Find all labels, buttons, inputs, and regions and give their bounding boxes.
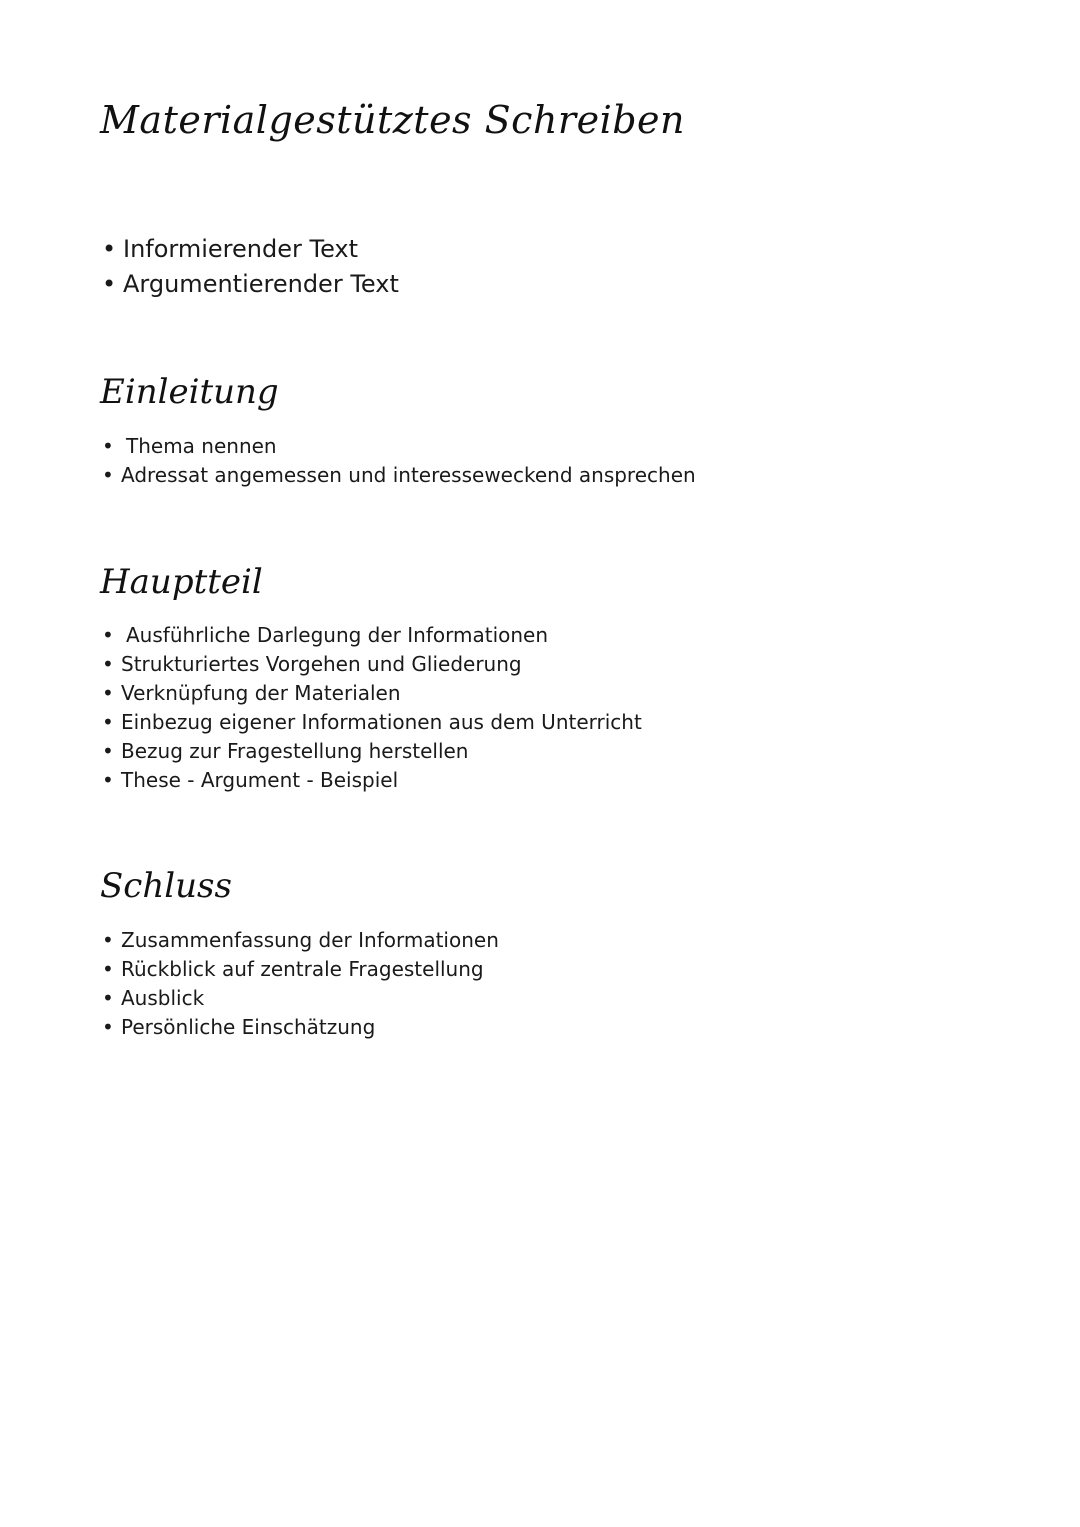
list-item: • Verknüpfung der Materialen <box>102 679 642 708</box>
schluss-list <box>102 926 499 1042</box>
list-item: • Argumentierender Text <box>102 267 399 302</box>
intro-list <box>102 232 399 302</box>
page-title: Materialgestütztes Schreiben <box>100 98 686 142</box>
hauptteil-list <box>102 621 642 795</box>
list-item: • Informierender Text <box>102 232 399 267</box>
list-item: • Ausführliche Darlegung der Informationen <box>102 621 642 650</box>
section-heading-schluss: Schluss <box>100 866 232 906</box>
list-item: • Bezug zur Fragestellung herstellen <box>102 737 642 766</box>
list-item: • These - Argument - Beispiel <box>102 766 642 795</box>
section-heading-einleitung: Einleitung <box>100 372 279 412</box>
list-item: • Zusammenfassung der Informationen <box>102 926 499 955</box>
einleitung-list <box>102 432 696 490</box>
list-item: • Rückblick auf zentrale Fragestellung <box>102 955 499 984</box>
list-item: • Ausblick <box>102 984 499 1013</box>
list-item: • Persönliche Einschätzung <box>102 1013 499 1042</box>
list-item: • Adressat angemessen und interesseweckend ansprechen <box>102 461 696 490</box>
section-heading-hauptteil: Hauptteil <box>100 562 263 602</box>
list-item: • Einbezug eigener Informationen aus dem Unterricht <box>102 708 642 737</box>
list-item: • Thema nennen <box>102 432 696 461</box>
list-item: • Strukturiertes Vorgehen und Gliederung <box>102 650 642 679</box>
